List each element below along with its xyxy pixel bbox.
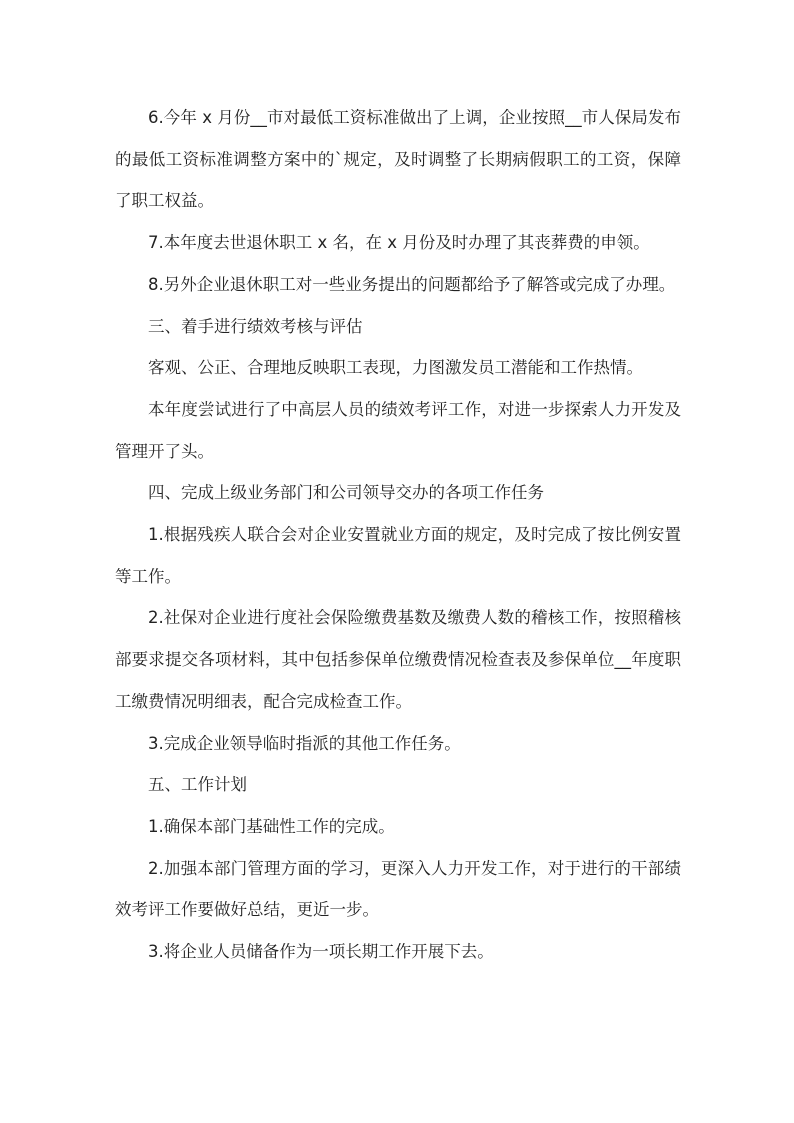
section-heading-5: 五、工作计划 bbox=[148, 775, 247, 795]
paragraph-objective: 客观、公正、合理地反映职工表现，力图激发员工潜能和工作热情。 bbox=[148, 358, 643, 378]
document-body bbox=[115, 97, 681, 973]
paragraph-performance-review: 本年度尝试进行了中高层人员的绩效考评工作，对进一步探索人力开发及管理开了头。 bbox=[115, 399, 681, 461]
paragraph-plan-3: 3.将企业人员储备作为一项长期工作开展下去。 bbox=[148, 942, 494, 962]
paragraph-item-8: 8.另外企业退休职工对一些业务提出的问题都给予了解答或完成了办理。 bbox=[148, 274, 676, 294]
paragraph-task-2: 2.社保对企业进行度社会保险缴费基数及缴费人数的稽核工作，按照稽核部要求提交各项材料，其中包括参保单位缴费情况检查表及参保单位__年度职工缴费情况明细表，配合完成检查工作。 bbox=[115, 608, 681, 711]
paragraph-plan-1: 1.确保本部门基础性工作的完成。 bbox=[148, 816, 395, 836]
paragraph-plan-2: 2.加强本部门管理方面的学习，更深入人力开发工作，对于进行的干部绩效考评工作要做好总结，更近一步。 bbox=[115, 858, 681, 920]
paragraph-task-3: 3.完成企业领导临时指派的其他工作任务。 bbox=[148, 733, 461, 753]
section-heading-4: 四、完成上级业务部门和公司领导交办的各项工作任务 bbox=[148, 483, 544, 503]
paragraph-item-7: 7.本年度去世退休职工 x 名，在 x 月份及时办理了其丧葬费的申领。 bbox=[148, 233, 650, 253]
section-heading-3: 三、着手进行绩效考核与评估 bbox=[148, 316, 363, 336]
paragraph-task-1: 1.根据残疾人联合会对企业安置就业方面的规定，及时完成了按比例安置等工作。 bbox=[115, 525, 681, 586]
paragraph-item-6: 6.今年 x 月份__市对最低工资标准做出了上调，企业按照__市人保局发布的最低工资标准调整方案中的`规定，及时调整了长期病假职工的工资，保障了职工权益。 bbox=[115, 108, 681, 211]
